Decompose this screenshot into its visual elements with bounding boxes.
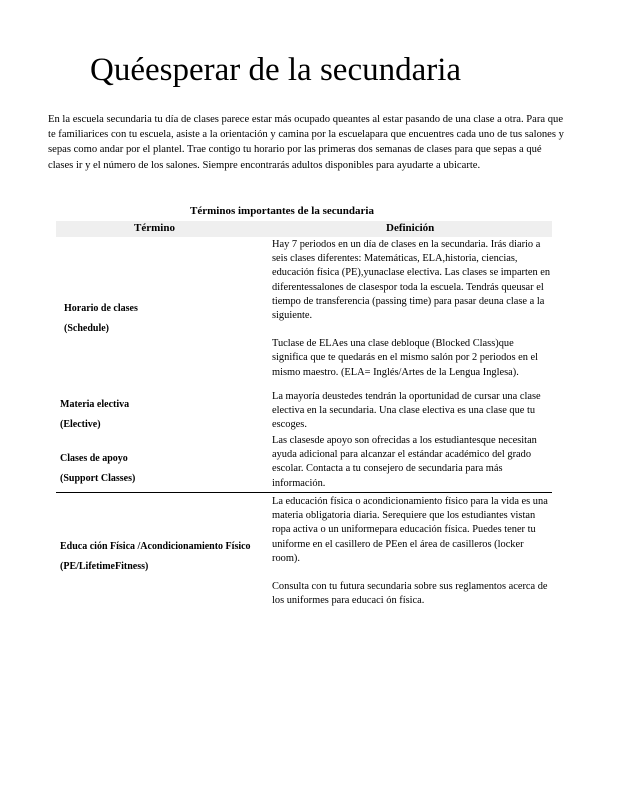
term-physical-education: [60, 540, 260, 574]
term-support-classes: [60, 452, 135, 486]
definition-paragraph: Las clasesde apoyo son ofrecidas a los estudiantesque necesitan ayuda adicional para alcanzar el estándar académico del grado escolar. Contacta a tu consejero de secundaria para más información.: [272, 435, 537, 489]
term-english: (Elective): [60, 419, 101, 430]
definition-paragraph: La educación física o acondicionamiento físico para la vida es una materia obligatoria diaria. Serequiere que los estudiantes vistan ropa activa o un uniformepara educación física. Puedes tener tu uniforme en el casillero de PEen el área de casilleros (locker room).: [272, 496, 548, 564]
page-title: Quéesperar de la secundaria: [90, 52, 462, 88]
term-elective: [60, 398, 129, 432]
definition-paragraph: Consulta con tu futura secundaria sobre sus reglamentos acerca de los uniformes para educaci ón física.: [272, 581, 548, 607]
term-english: (PE/LifetimeFitness): [60, 561, 149, 572]
term-label: Horario de clases: [64, 303, 138, 314]
header-definition: Definición: [386, 222, 435, 234]
term-english: (Schedule): [64, 323, 109, 334]
intro-paragraph: En la escuela secundaria tu día de clases parece estar más ocupado queantes al estar pasando de una clase a otra. Para que te familiarices con tu escuela, asiste a la orientación y camina por la escuelapara que encuentres cada uno de tus salones y sepas como andar por el plantel. Trae contigo tu horario por las primeras dos semanas de clases para que sepas a qué clases ir y el número de los salones. Siempre encontrarás adultos disponibles para ayudarte a ubicarte.: [48, 114, 564, 171]
table-caption: Términos importantes de la secundaria: [190, 205, 374, 217]
term-label: Materia electiva: [60, 399, 130, 410]
definition-paragraph: Tuclase de ELAes una clase debloque (Blocked Class)que significa que te quedarás en el mismo salón por 2 periodos en el mismo maestro. (ELA= Inglés/Artes de la Lengua Inglesa).: [272, 338, 539, 378]
term-label: Clases de apoyo: [60, 453, 128, 464]
definition-physical-education: [272, 495, 552, 608]
term-label: Educa ción Física /Acondicionamiento Físico: [60, 541, 251, 552]
definition-paragraph: La mayoría deustedes tendrán la oportunidad de cursar una clase electiva en la secundaria. Una clase electiva es una clase que tu escoges.: [272, 391, 541, 431]
definition-paragraph: Hay 7 periodos en un día de clases en la secundaria. Irás diario a seis clases diferentes: Matemáticas, ELA,historia, ciencias, educación física (PE),yunaclase electiva. Las clases se imparten en diferentessalones de clasespor toda la escuela. Tendrás queusar el tiempo de transferencia (passing time) para pasar deuna clase a la siguiente.: [272, 239, 551, 322]
term-schedule: [64, 302, 138, 336]
row-divider: [56, 492, 552, 493]
table-header: [56, 221, 552, 237]
definition-elective: [272, 390, 552, 433]
term-english: (Support Classes): [60, 473, 136, 484]
header-term: Término: [134, 222, 175, 234]
definition-support-classes: [272, 434, 552, 491]
definition-schedule: [272, 238, 552, 380]
